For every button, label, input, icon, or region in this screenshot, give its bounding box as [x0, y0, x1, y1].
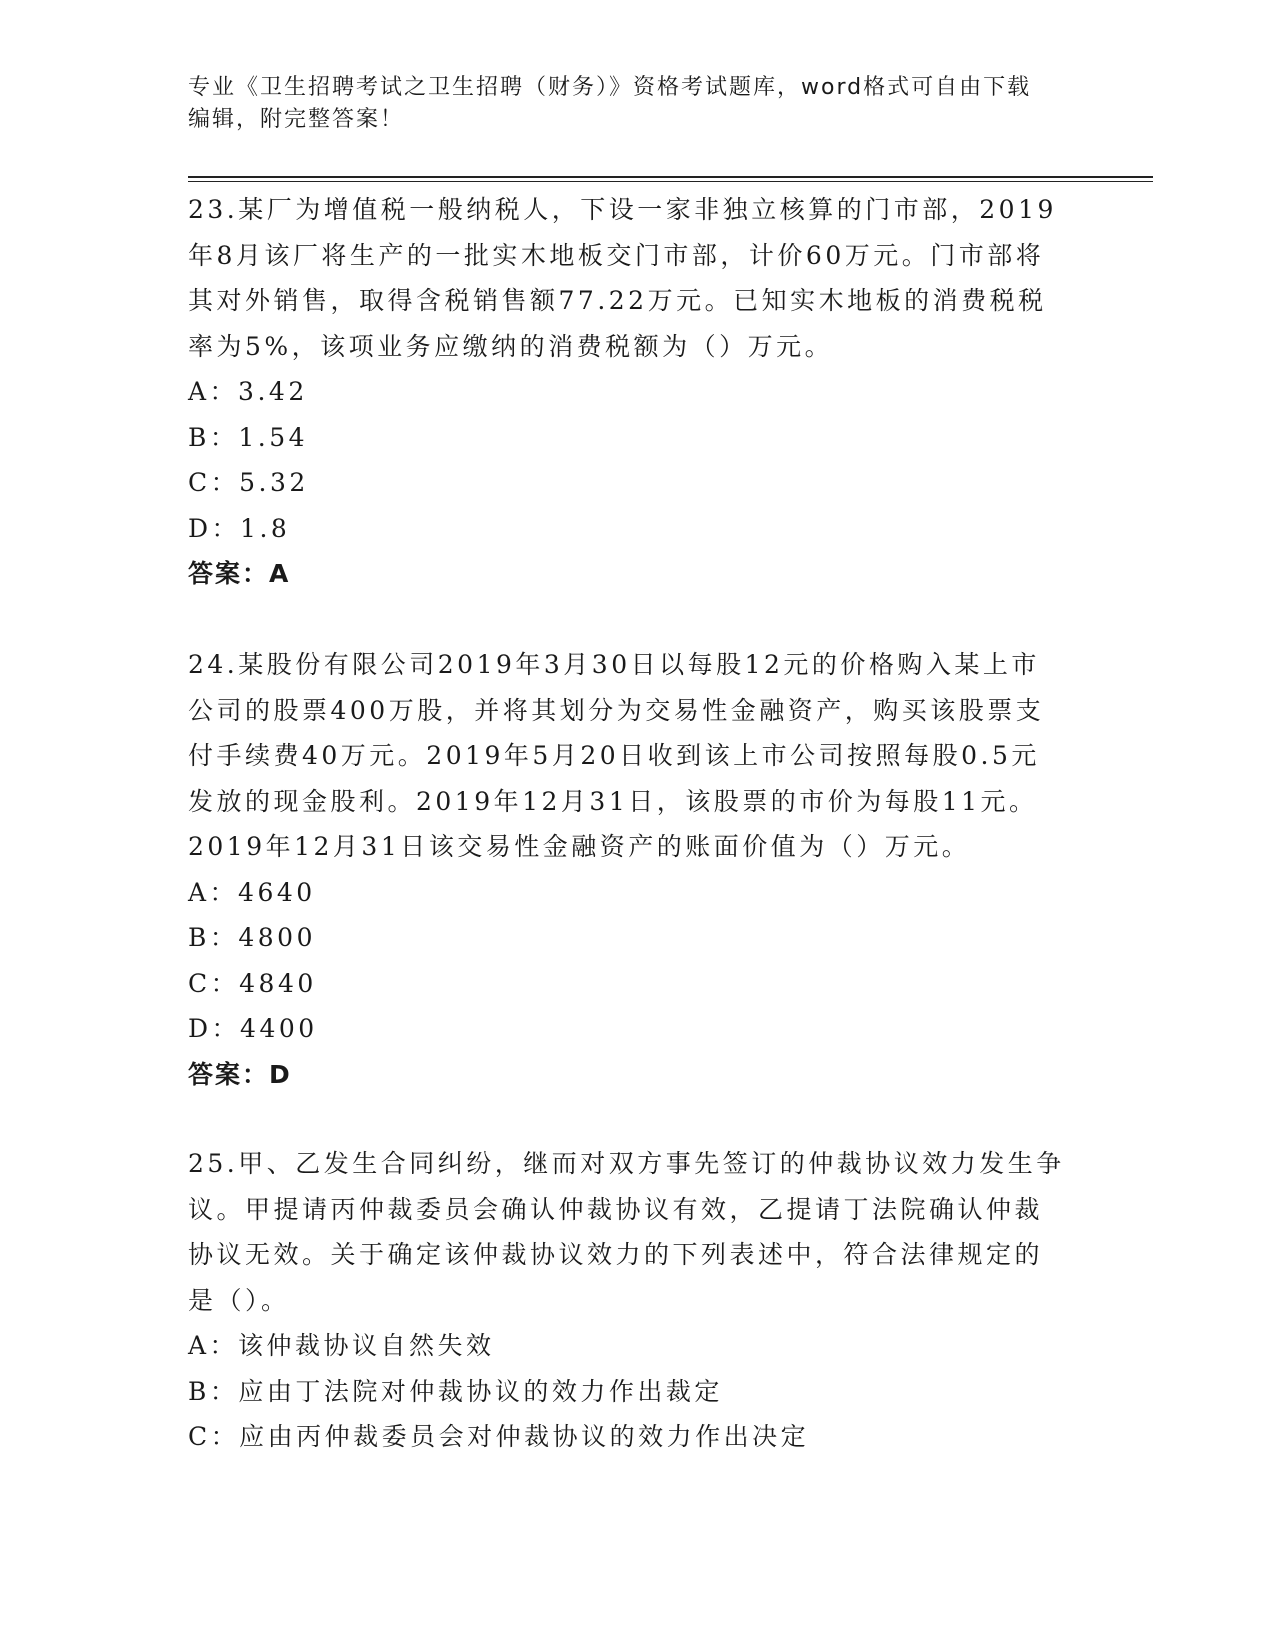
- option-a: A：该仲裁协议自然失效: [188, 1331, 495, 1360]
- option-c: C：5.32: [188, 468, 309, 497]
- answer: 答案：A: [188, 559, 291, 588]
- option-a: A：3.42: [188, 377, 308, 406]
- question-24: [188, 642, 1068, 1097]
- option-c: C：应由丙仲裁委员会对仲裁协议的效力作出决定: [188, 1422, 810, 1451]
- question-23: [188, 187, 1068, 597]
- option-a: A：4640: [188, 877, 316, 907]
- header-line-2: 编辑，附完整答案！: [188, 107, 405, 132]
- option-b: B：应由丁法院对仲裁协议的效力作出裁定: [188, 1376, 723, 1406]
- question-25: [188, 1141, 1068, 1460]
- document-header: [188, 72, 1068, 136]
- answer: 答案：D: [188, 1059, 292, 1089]
- question-stem: 24.某股份有限公司2019年3月30日以每股12元的价格购入某上市公司的股票400万股，并将其划分为交易性金融资产，购买该股票支付手续费40万元。2019年5月20日收到该上市公司按照每股0.5元发放的现金股利。2019年12月31日，该股票的市价为每股11元。2019年12月31日该交易性金融资产的账面价值为（）万元。: [188, 650, 1045, 861]
- option-d: D：4400: [188, 1014, 318, 1043]
- option-b: B：1.54: [188, 422, 309, 452]
- option-d: D：1.8: [188, 513, 291, 543]
- question-stem: 25.甲、乙发生合同纠纷，继而对双方事先签订的仲裁协议效力发生争议。甲提请丙仲裁委员会确认仲裁协议有效，乙提请丁法院确认仲裁协议无效。关于确定该仲裁协议效力的下列表述中，符合法律规定的是（）。: [188, 1149, 1065, 1315]
- question-stem: 23.某厂为增值税一般纳税人，下设一家非独立核算的门市部，2019年8月该厂将生产的一批实木地板交门市部，计价60万元。门市部将其对外销售，取得含税销售额77.22万元。已知实木地板的消费税税率为5%，该项业务应缴纳的消费税额为（）万元。: [188, 195, 1057, 361]
- option-b: B：4800: [188, 923, 316, 952]
- header-divider: [188, 176, 1153, 182]
- header-line-1: 专业《卫生招聘考试之卫生招聘（财务）》资格考试题库，word格式可自由下载: [188, 75, 1032, 100]
- option-c: C：4840: [188, 968, 317, 998]
